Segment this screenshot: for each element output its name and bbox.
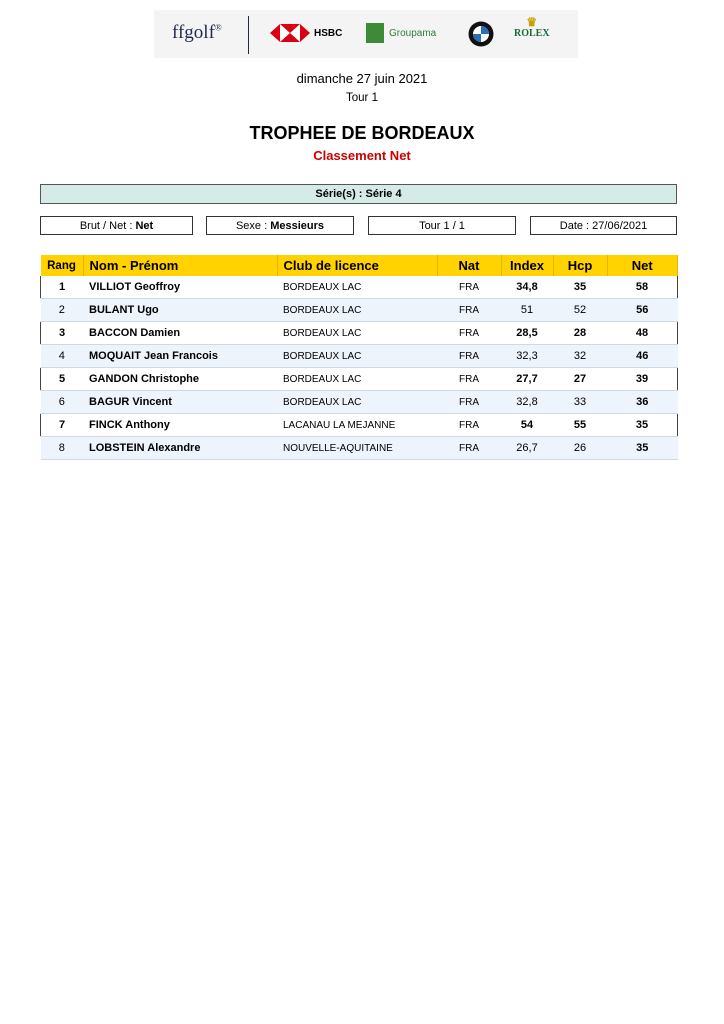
serie-banner: Série(s) : Série 4 xyxy=(40,184,677,204)
club-cell: LACANAU LA MEJANNE xyxy=(277,414,437,437)
net-cell: 46 xyxy=(607,345,678,368)
nat-cell: FRA xyxy=(437,414,501,437)
name-cell: GANDON Christophe xyxy=(83,368,277,391)
rang-cell: 6 xyxy=(41,391,84,414)
name-cell: VILLIOT Geoffroy xyxy=(83,276,277,299)
club-cell: NOUVELLE-AQUITAINE xyxy=(277,437,437,460)
table-row xyxy=(41,276,678,299)
hcp-cell: 27 xyxy=(553,368,607,391)
index-cell: 26,7 xyxy=(501,437,553,460)
bmw-roundel-icon xyxy=(468,21,494,47)
table-header-row xyxy=(41,255,678,276)
index-cell: 34,8 xyxy=(501,276,553,299)
name-cell: LOBSTEIN Alexandre xyxy=(83,437,277,460)
results-table xyxy=(40,255,678,460)
date-filter: Date : 27/06/2021 xyxy=(530,216,677,235)
net-cell: 56 xyxy=(607,299,678,322)
hcp-cell: 26 xyxy=(553,437,607,460)
club-cell: BORDEAUX LAC xyxy=(277,299,437,322)
col-nat: Nat xyxy=(437,255,501,276)
nat-cell: FRA xyxy=(437,368,501,391)
club-cell: BORDEAUX LAC xyxy=(277,322,437,345)
table-row xyxy=(41,437,678,460)
nat-cell: FRA xyxy=(437,391,501,414)
net-cell: 48 xyxy=(607,322,678,345)
index-cell: 27,7 xyxy=(501,368,553,391)
nat-cell: FRA xyxy=(437,299,501,322)
rang-cell: 8 xyxy=(41,437,84,460)
index-cell: 32,3 xyxy=(501,345,553,368)
name-cell: BULANT Ugo xyxy=(83,299,277,322)
hcp-cell: 32 xyxy=(553,345,607,368)
col-nom: Nom - Prénom xyxy=(83,255,277,276)
club-cell: BORDEAUX LAC xyxy=(277,368,437,391)
name-cell: BAGUR Vincent xyxy=(83,391,277,414)
rang-cell: 1 xyxy=(41,276,84,299)
hcp-cell: 52 xyxy=(553,299,607,322)
name-cell: BACCON Damien xyxy=(83,322,277,345)
nat-cell: FRA xyxy=(437,276,501,299)
rang-cell: 4 xyxy=(41,345,84,368)
net-cell: 36 xyxy=(607,391,678,414)
logo-divider xyxy=(248,16,249,54)
index-cell: 32,8 xyxy=(501,391,553,414)
table-row xyxy=(41,345,678,368)
rang-cell: 5 xyxy=(41,368,84,391)
index-cell: 28,5 xyxy=(501,322,553,345)
hcp-cell: 28 xyxy=(553,322,607,345)
table-row xyxy=(41,299,678,322)
table-row xyxy=(41,414,678,437)
event-date: dimanche 27 juin 2021 xyxy=(296,71,428,86)
brut-net-filter: Brut / Net : Net xyxy=(40,216,193,235)
nat-cell: FRA xyxy=(437,322,501,345)
groupama-logo: Groupama xyxy=(366,23,436,43)
club-cell: BORDEAUX LAC xyxy=(277,391,437,414)
index-cell: 51 xyxy=(501,299,553,322)
table-row xyxy=(41,368,678,391)
table-row xyxy=(41,322,678,345)
hcp-cell: 55 xyxy=(553,414,607,437)
ffgolf-logo: ffgolf® xyxy=(172,22,222,43)
rang-cell: 7 xyxy=(41,414,84,437)
col-hcp: Hcp xyxy=(553,255,607,276)
index-cell: 54 xyxy=(501,414,553,437)
name-cell: FINCK Anthony xyxy=(83,414,277,437)
page-title: TROPHEE DE BORDEAUX xyxy=(249,123,475,143)
net-cell: 39 xyxy=(607,368,678,391)
page-subtitle: Classement Net xyxy=(313,148,411,163)
nat-cell: FRA xyxy=(437,345,501,368)
net-cell: 58 xyxy=(607,276,678,299)
tour-filter: Tour 1 / 1 xyxy=(368,216,516,235)
hcp-cell: 35 xyxy=(553,276,607,299)
sexe-filter: Sexe : Messieurs xyxy=(206,216,354,235)
net-cell: 35 xyxy=(607,414,678,437)
round-label: Tour 1 xyxy=(346,92,378,104)
col-club: Club de licence xyxy=(277,255,437,276)
club-cell: BORDEAUX LAC xyxy=(277,276,437,299)
net-cell: 35 xyxy=(607,437,678,460)
table-row xyxy=(41,391,678,414)
club-cell: BORDEAUX LAC xyxy=(277,345,437,368)
hcp-cell: 33 xyxy=(553,391,607,414)
nat-cell: FRA xyxy=(437,437,501,460)
col-rang: Rang xyxy=(41,255,84,276)
rolex-logo: ♛ ROLEX xyxy=(514,15,550,39)
col-index: Index xyxy=(501,255,553,276)
hsbc-logo: HSBC xyxy=(270,24,342,42)
col-net: Net xyxy=(607,255,678,276)
rang-cell: 3 xyxy=(41,322,84,345)
crown-icon: ♛ xyxy=(526,15,538,29)
name-cell: MOQUAIT Jean Francois xyxy=(83,345,277,368)
hsbc-hexagon-icon xyxy=(270,24,310,42)
sponsor-banner xyxy=(154,10,578,58)
rang-cell: 2 xyxy=(41,299,84,322)
groupama-tree-icon xyxy=(366,23,384,43)
